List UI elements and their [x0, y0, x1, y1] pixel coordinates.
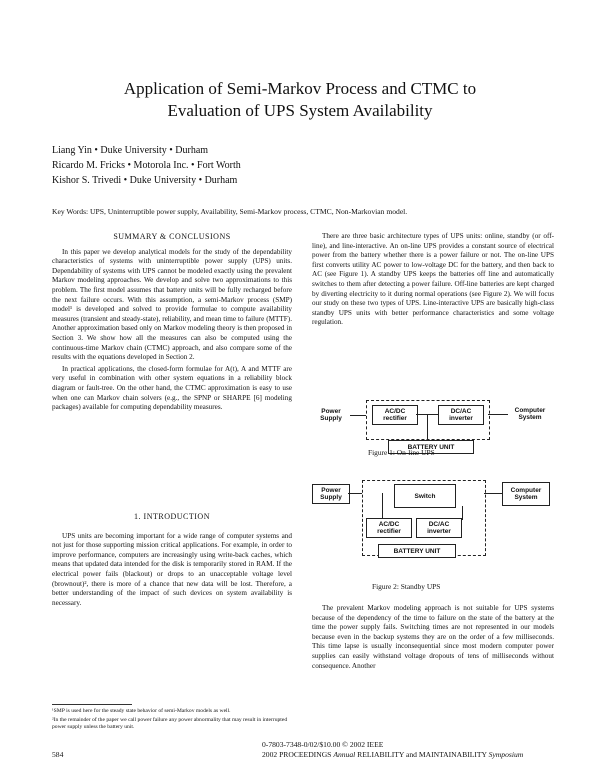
proc-mid: RELIABILITY and MAINTAINABILITY	[355, 750, 489, 759]
right-paragraph-2: The prevalent Markov modeling approach is not suitable for UPS systems because of the dependency of the time to failure on the state of the battery at the time the power supply fails. Switching times are not represented in our models because even in the backup systems they are on the order of a few milliseconds. This time lapse is usually inconsequential since most modern computer power supplies can easily withstand voltage dropouts of tens of milliseconds without consequence. Another	[312, 604, 554, 670]
fig1-wire-d	[488, 414, 508, 415]
fig2-wire-b	[484, 493, 502, 494]
fig1-computer-system: Computer System	[508, 405, 552, 423]
left-column	[52, 232, 292, 413]
footnotes	[52, 708, 292, 731]
fig2-wire-a	[348, 493, 362, 494]
fig1-inverter: DC/AC inverter	[438, 405, 484, 425]
right-column-intro	[312, 232, 554, 328]
footnote-2: ²In the remainder of the paper we call power failure any power abnormality that may result in interrupted power supply unless the battery unit.	[52, 717, 288, 730]
paper-title	[60, 78, 540, 122]
title-line-2: Evaluation of UPS System Availability	[167, 101, 433, 120]
author-3: Kishor S. Trivedi • Duke University • Durham	[52, 175, 238, 186]
fig1-rectifier: AC/DC rectifier	[372, 405, 418, 425]
keywords: Key Words: UPS, Uninterruptible power supply, Availability, Semi-Markov process, CTMC, Non-Markovian model.	[52, 207, 408, 216]
figure-1	[312, 396, 557, 466]
fig2-caption: Figure 2: Standby UPS	[372, 582, 441, 591]
fig1-wire-c	[427, 414, 428, 440]
fig2-wire-d	[462, 506, 463, 520]
author-list	[52, 143, 241, 188]
fig2-battery-unit: BATTERY UNIT	[378, 544, 456, 558]
fig2-computer-system: Computer System	[502, 482, 550, 506]
fig1-power-supply: Power Supply	[312, 406, 350, 424]
intro-section	[52, 512, 292, 608]
title-line-1: Application of Semi-Markov Process and CTMC to	[123, 79, 477, 98]
right-paragraph-1: There are three basic architecture types of UPS units: online, standby (or off-line), and line-interactive. An on-line UPS provides a constant source of electrical power from the battery whether there is a power failure or not. The on-line UPS first converts utility AC power to low-voltage DC for the battery, and then back to AC (see Figure 1). A standby UPS keeps the batteries off line and automatically switches to them after detecting a power failure. Off-line batteries are kept charged by diverting electricity to it during normal operations (see Figure 2). We will focus our study on these two types of UPS. Line-interactive UPS are basically high-class standby UPS units with better performance characteristics and some voltage regulation.	[312, 232, 554, 327]
fig2-rectifier: AC/DC rectifier	[366, 518, 412, 538]
intro-paragraph-1: UPS units are becoming important for a wide range of computer systems and not just for those supporting mission critical applications. For example, in order to improve performance, computers are increasingly using write-back caches, which means that updated data intended for the disk is temporarily stored in RAM. If the electrical power fails (blackout) or drops to an unacceptable voltage level (brownout)², there is more of a chance that new data will be lost. Therefore, a better understanding of the impact of such devices on system availability is necessary.	[52, 531, 292, 607]
copyright-line: 0-7803-7348-0/02/$10.00 © 2002 IEEE	[262, 740, 384, 749]
fig2-wire-c	[382, 493, 383, 521]
author-2: Ricardo M. Fricks • Motorola Inc. • Fort Worth	[52, 160, 241, 171]
proc-prefix: 2002 PROCEEDINGS	[262, 750, 334, 759]
footnote-1: ¹SMP is used here for the steady state behavior of semi-Markov models as well.	[52, 708, 231, 714]
fig1-wire-a	[350, 415, 366, 416]
intro-heading: 1. INTRODUCTION	[134, 512, 210, 521]
page-number: 584	[52, 750, 64, 759]
footnote-divider	[52, 704, 132, 705]
summary-paragraph-2: In practical applications, the closed-form formulae for A(t), A and MTTF are very useful in combination with other system equations in a reliability block diagram or fault-tree. On the other hand, the CTMC approximation is easy to use when one can Markov chain solvers (e.g., the SPNP or SHARPE [6] modeling packages) available for computing dependability measures.	[52, 364, 292, 412]
figure-2	[312, 478, 557, 590]
fig1-battery-unit: BATTERY UNIT	[388, 440, 474, 454]
fig2-inverter: DC/AC inverter	[416, 518, 462, 538]
author-1: Liang Yin • Duke University • Durham	[52, 145, 209, 156]
fig2-switch: Switch	[394, 484, 456, 508]
summary-heading: SUMMARY & CONCLUSIONS	[113, 232, 231, 241]
right-column-continued	[312, 604, 554, 671]
fig2-power-supply: Power Supply	[312, 484, 350, 504]
proc-annual: Annual	[333, 750, 356, 759]
proc-symposium: Symposium	[488, 750, 524, 759]
summary-paragraph-1: In this paper we develop analytical models for the study of the dependability characteristics of systems with uninterruptible power supply (UPS) units. Dependability of systems with UPS cannot be modeled exactly using the prevalent Markov modeling approaches. We develop and solve two approximations to this problem. The first model assumes that battery units will be fully recharged before the next failure occurs. With this assumption, a semi-Markov process (SMP) model¹ is developed and solved to provide formulae to compute availability measures (transient and steady-state), reliability, and mean time to failure (MTTF). Another approximation based only on Markov modeling theory is then proposed in Section 3. We show how all the measures can also be computed using the continuous-time Markov chain (CTMC) approach, and also compare some of the results with the equations developed in Section 2.	[52, 247, 292, 362]
fig1-caption: Figure 1: On-line UPS	[368, 448, 435, 457]
proceedings-line	[262, 750, 523, 760]
